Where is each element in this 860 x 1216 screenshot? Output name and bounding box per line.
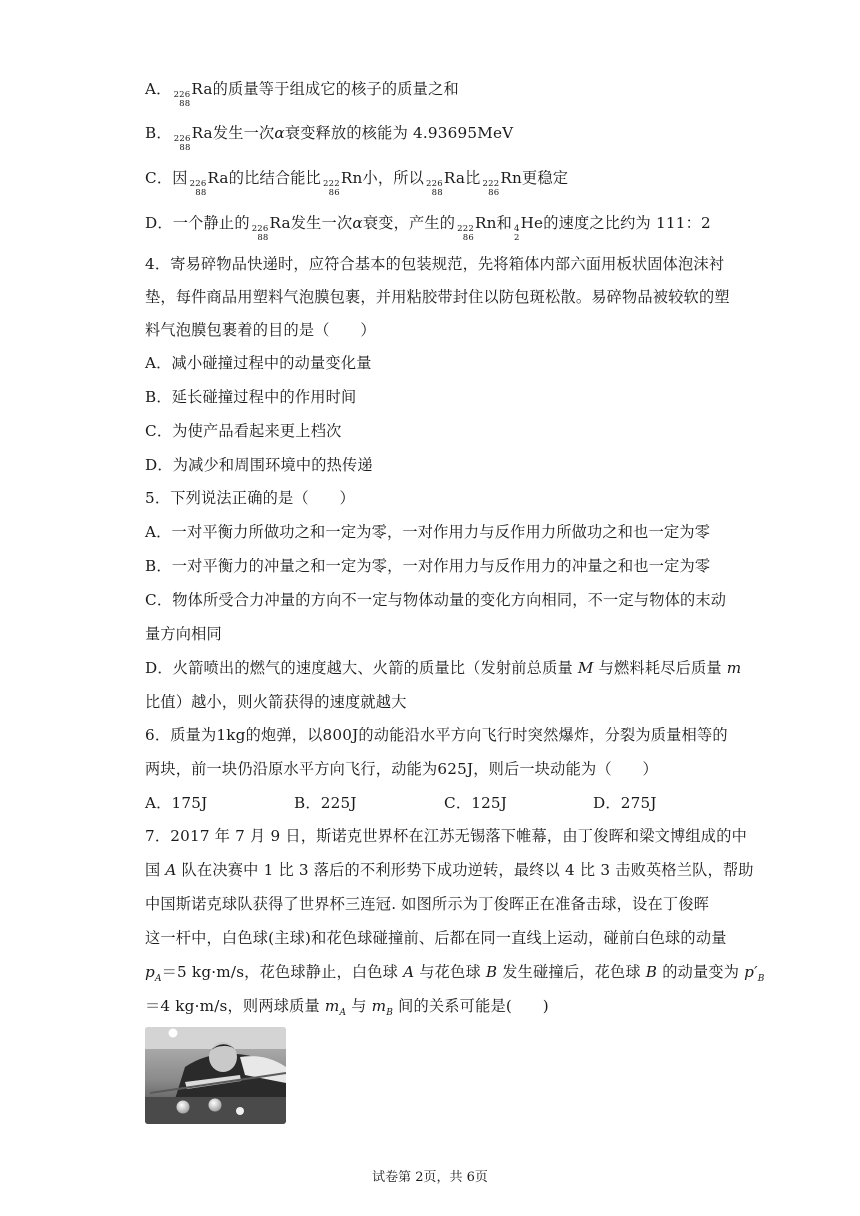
var-A: A [403,963,415,981]
rn-isotope: 222 86 [457,224,474,243]
rn-isotope: 222 86 [323,179,340,198]
q7-stem-line-2 [145,860,754,880]
sub-B: B [757,974,765,985]
ra-isotope: 226 88 [173,90,191,109]
stem-text: 国 [145,861,166,879]
var-m: m [726,659,742,677]
option-label: A． [145,80,172,98]
option-text: 的速度之比约为 111：2 [543,214,711,232]
rn-symbol: Rn [340,169,363,187]
rn-isotope: 222 86 [482,179,500,198]
q6-option-b: B．225J [294,794,357,812]
option-text: 衰变释放的核能为 4.93695MeV [284,124,514,142]
option-text: 与燃料耗尽后质量 [593,659,727,677]
ra-isotope: 226 88 [189,179,207,198]
sub-A: A [154,974,162,985]
q4-stem-line-1: 4．寄易碎物品快递时，应符合基本的包装规范，先将箱体内部六面用板状固体泡沫衬 [145,255,725,273]
stem-text: 与花色球 [414,963,486,981]
option-label: D．一个静止的 [145,214,250,232]
stem-text: 发生碰撞后，花色球 [497,963,646,981]
q5-stem: 5．下列说法正确的是（ ） [145,489,355,507]
option-text: 更稳定 [521,169,569,187]
var-m: m [371,997,387,1015]
q5-option-b: B．一对平衡力的冲量之和一定为零，一对作用力与反作用力的冲量之和也一定为零 [145,557,711,575]
ra-symbol: Ra [207,169,229,187]
var-p: p [145,963,155,981]
option-text: D．火箭喷出的燃气的速度越大、火箭的质量比（发射前总质量 [145,659,578,677]
q5-option-d-line-2: 比值）越小，则火箭获得的速度就越大 [145,693,407,711]
q4-option-b: B．延长碰撞过程中的作用时间 [145,388,357,406]
option-text: 发生一次 [212,124,275,142]
q3-option-b [145,123,513,153]
q6-option-c: C．125J [444,794,508,812]
rn-symbol: Rn [500,169,522,187]
option-text: 的质量等于组成它的核子的质量之和 [212,80,459,98]
ra-isotope: 226 88 [251,224,269,243]
ra-symbol: Ra [191,124,213,142]
alpha-symbol: α [352,214,363,232]
q7-stem-line-5 [145,962,765,989]
q3-option-c [145,168,568,198]
page-footer: 试卷第 2页，共 6页 [372,1170,488,1185]
he-symbol: He [520,214,544,232]
var-B: B [645,963,658,981]
q7-stem-line-6 [145,996,549,1023]
option-text: 的比结合能比 [228,169,322,187]
var-M: M [577,659,594,677]
option-text: 和 [496,214,512,232]
q6-stem-line-1: 6．质量为1kg的炮弹，以800J的动能沿水平方向飞行时突然爆炸，分裂为质量相等的 [145,726,728,744]
q3-option-d [145,213,711,243]
option-label: B． [145,124,172,142]
stem-text: 的动量变为 [657,963,745,981]
alpha-symbol: α [274,124,285,142]
q5-option-a: A．一对平衡力所做功之和一定为零，一对作用力与反作用力所做功之和也一定为零 [145,523,711,541]
q6-option-a: A．175J [145,794,208,812]
q5-option-c-line-1: C．物体所受合力冲量的方向不一定与物体动量的变化方向相同，不一定与物体的末动 [145,591,727,609]
var-B: B [485,963,498,981]
stem-text: 间的关系可能是( ) [393,997,549,1015]
stem-text: ＝4 kg·m/s，则两球质量 [145,997,325,1015]
q4-option-c: C．为使产品看起来更上档次 [145,422,342,440]
rn-symbol: Rn [474,214,497,232]
option-text: 比 [465,169,481,187]
q7-stem-line-4: 这一杆中，白色球(主球)和花色球碰撞前、后都在同一直线上运动，碰前白色球的动量 [145,929,727,947]
q5-option-d-line-1 [145,658,741,678]
q3-option-a [145,79,459,109]
q4-option-a: A．减小碰撞过程中的动量变化量 [145,354,372,372]
q5-option-c-line-2: 量方向相同 [145,625,222,643]
ra-isotope: 226 88 [426,179,443,198]
sub-B: B [386,1008,394,1019]
he-isotope: 4 2 [513,224,520,243]
sub-A: A [339,1008,347,1019]
stem-text: ＝5 kg·m/s，花色球静止，白色球 [161,963,404,981]
var-p-prime: p′ [744,963,758,981]
stem-text: 与 [346,997,372,1015]
q7-stem-line-3: 中国斯诺克球队获得了世界杯三连冠. 如图所示为丁俊晖正在准备击球，设在丁俊晖 [145,895,710,913]
q6-stem-line-2: 两块，前一块仍沿原水平方向飞行，动能为625J，则后一块动能为（ ） [145,760,658,778]
var-m: m [324,997,340,1015]
stem-text: 队在决赛中 1 比 3 落后的不利形势下成功逆转，最终以 4 比 3 击败英格兰队，帮助 [176,861,754,879]
ra-symbol: Ra [443,169,466,187]
q6-option-d: D．275J [593,794,657,812]
ra-symbol: Ra [269,214,291,232]
option-label: C．因 [145,169,188,187]
option-text: 衰变，产生的 [362,214,456,232]
option-text: 小，所以 [362,169,425,187]
ra-symbol: Ra [191,80,213,98]
snooker-player-photo [145,1027,286,1124]
q7-stem-line-1: 7．2017 年 7 月 9 日，斯诺克世界杯在江苏无锡落下帷幕，由丁俊晖和梁文博组成的中 [145,827,747,845]
option-text: 发生一次 [290,214,353,232]
q4-stem-line-3: 料气泡膜包裹着的目的是（ ） [145,321,376,339]
ra-isotope: 226 88 [173,134,191,153]
q4-option-d: D．为减少和周围环境中的热传递 [145,456,373,474]
q4-stem-line-2: 垫，每件商品用塑料气泡膜包裹，并用粘胶带封住以防包斑松散。易碎物品被较软的塑 [145,288,730,306]
var-A: A [165,861,177,879]
